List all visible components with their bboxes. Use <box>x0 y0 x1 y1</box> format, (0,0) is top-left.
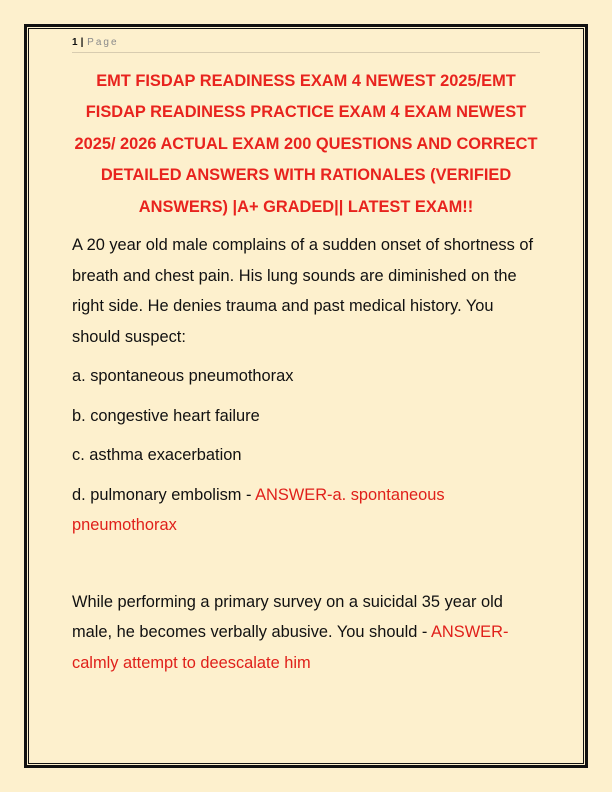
question-1-answer: ANSWER-a. spontaneous pneumothorax <box>72 485 445 535</box>
question-2-stem-text: While performing a primary survey on a suicidal 35 year old male, he becomes verbally abusive. You should - <box>72 592 503 642</box>
page-number: 1 <box>72 37 78 48</box>
question-1-option-b: b. congestive heart failure <box>72 406 260 425</box>
document-title: EMT FISDAP READINESS EXAM 4 NEWEST 2025/EMT FISDAP READINESS PRACTICE EXAM 4 EXAM NEWEST 2025/ 2026 ACTUAL EXAM 200 QUESTIONS AND CORRECT DETAILED ANSWERS WITH RATIONALES (VERIFIED ANSWERS) |A+ GRADED|| LATEST EXAM!! <box>74 72 538 216</box>
page-separator: | <box>80 37 84 48</box>
question-1-option-d-text: d. pulmonary embolism - <box>72 485 256 504</box>
question-2-answer: ANSWER-calmly attempt to deescalate him <box>72 623 509 672</box>
document-body <box>72 66 540 678</box>
question-1-option-a: a. spontaneous pneumothorax <box>72 367 294 386</box>
question-1-stem: A 20 year old male complains of a sudden onset of shortness of breath and chest pain. His lung sounds are diminished on the right side. He denies trauma and past medical history. You should suspect: <box>72 236 534 346</box>
page-header <box>72 36 540 53</box>
question-1-option-d <box>72 480 540 541</box>
question-1-option-c: c. asthma exacerbation <box>72 446 242 465</box>
page-label: Page <box>87 37 119 48</box>
question-2-stem <box>72 587 540 679</box>
